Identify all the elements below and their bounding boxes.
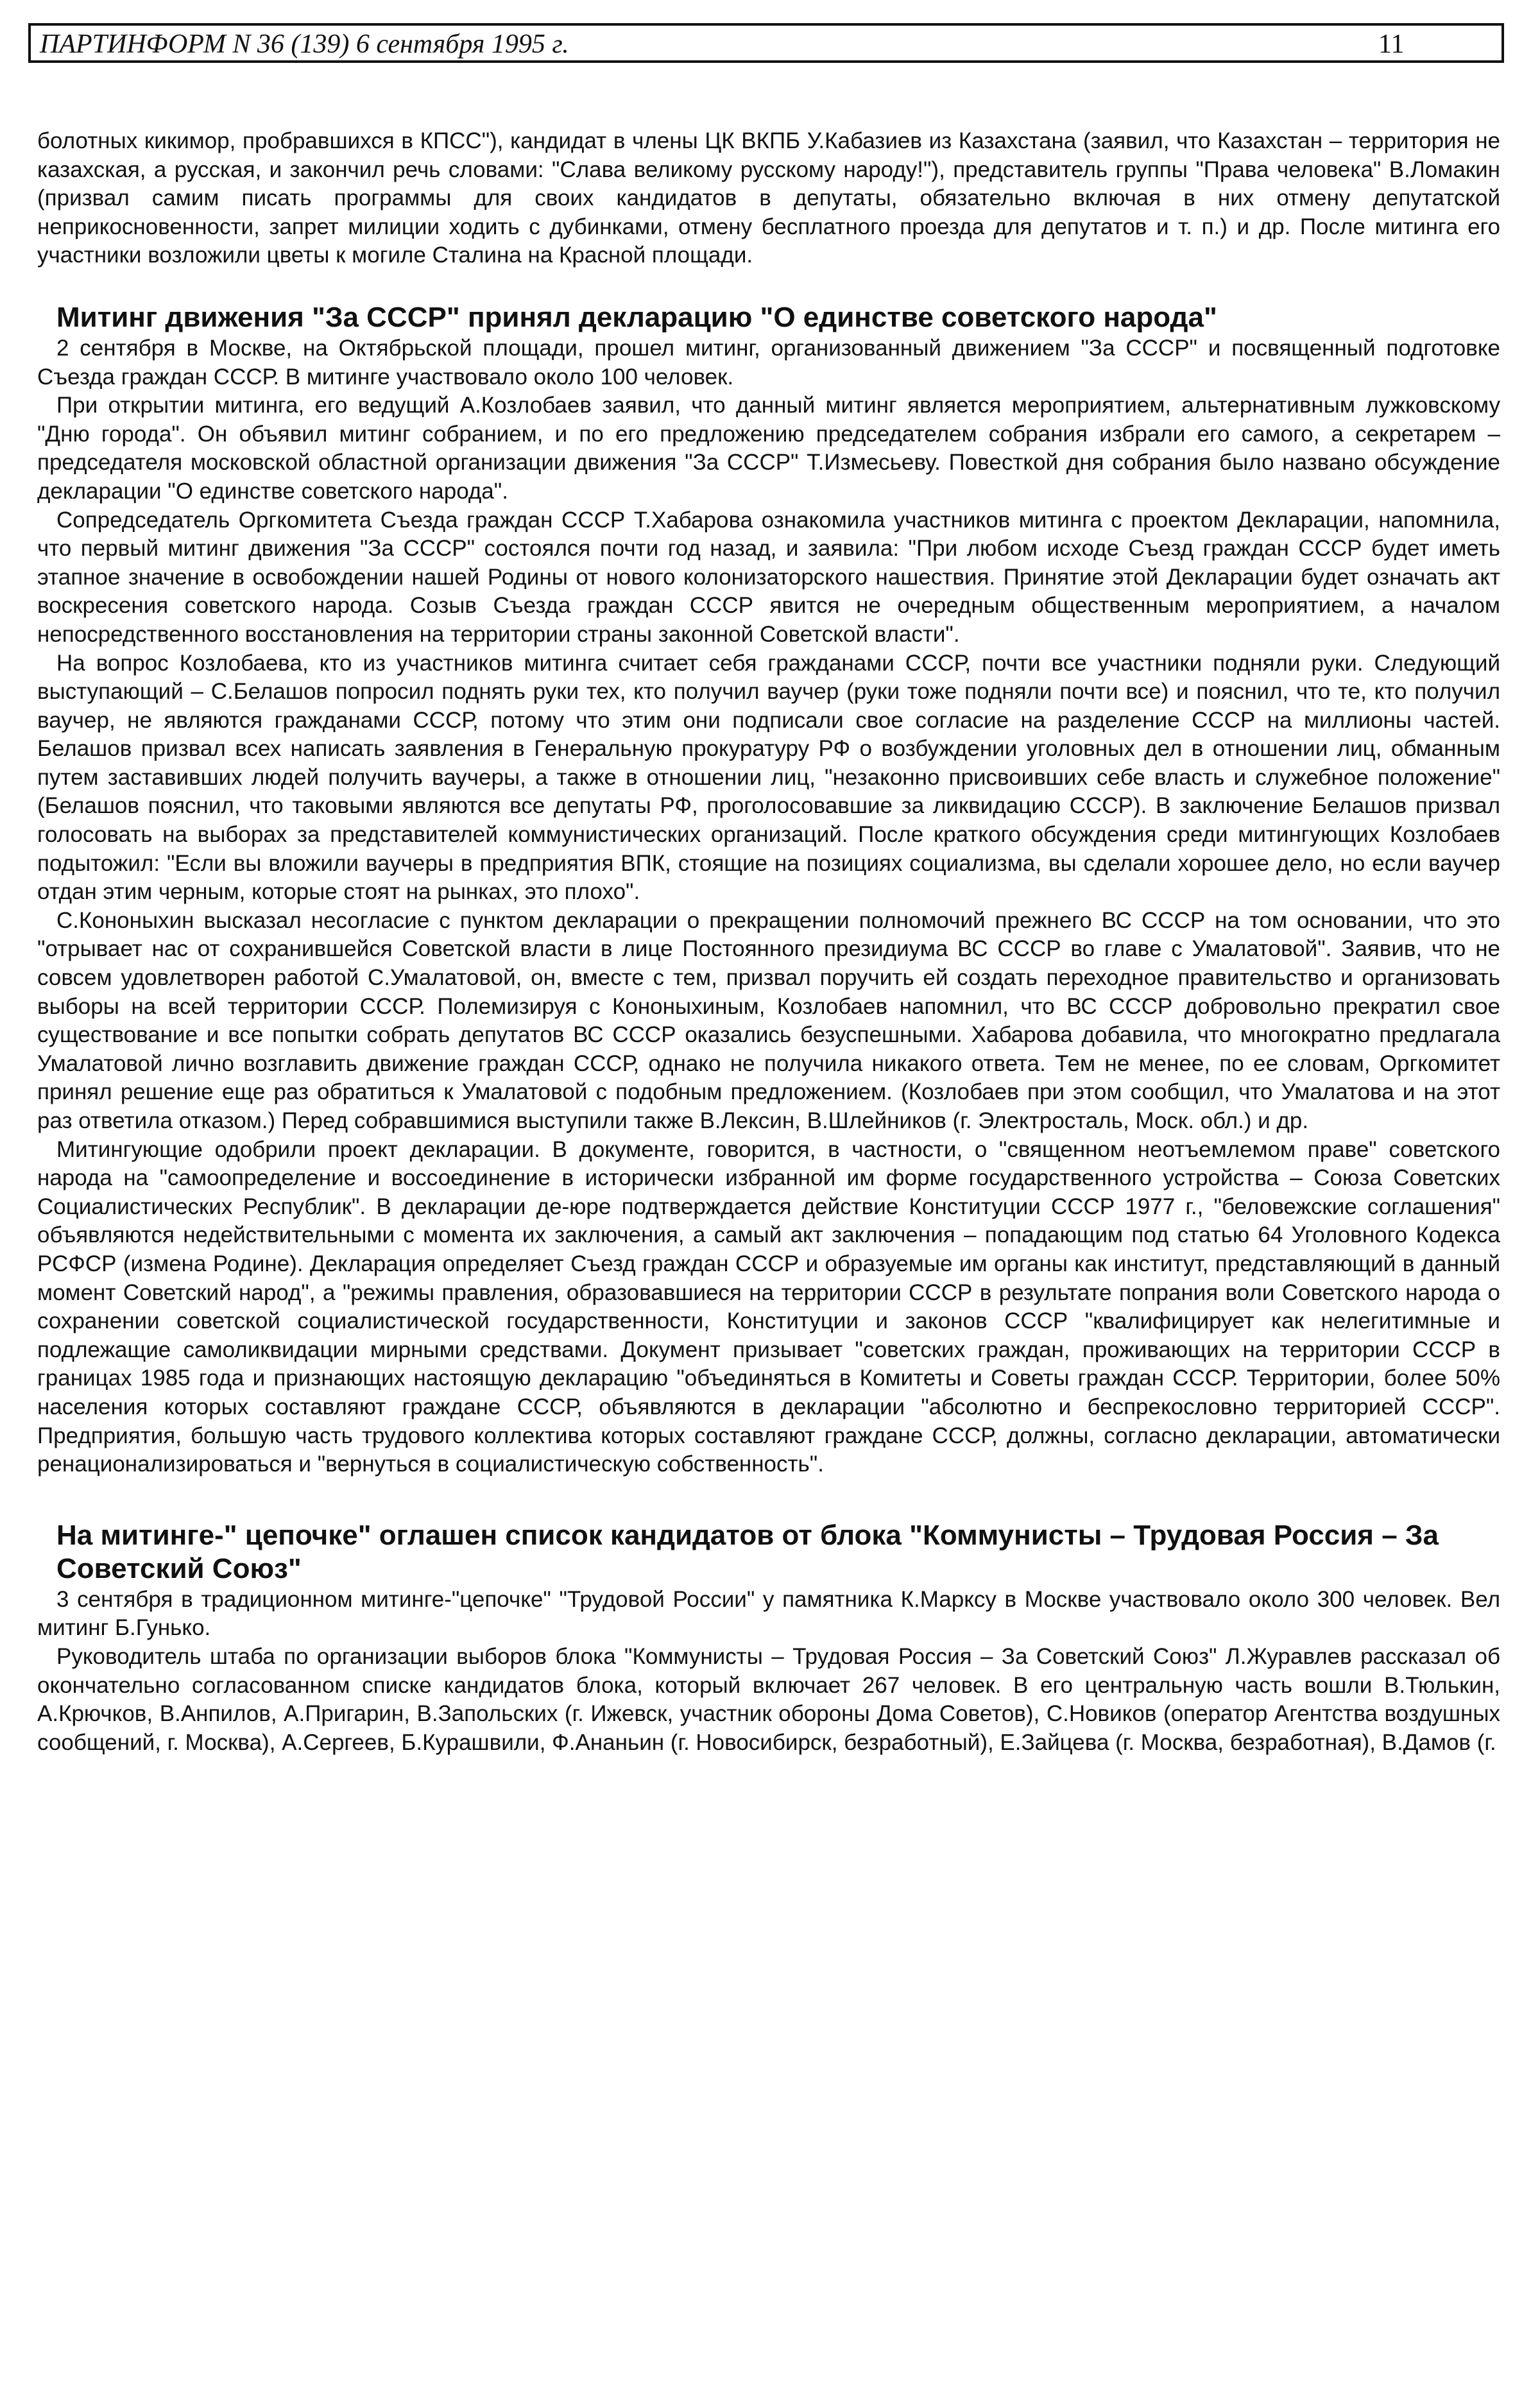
article-1-paragraph-2: При открытии митинга, его ведущий А.Козлобаев заявил, что данный митинг является мероприятием, альтернативным лужковскому "Дню города". Он объявил митинг собранием, и по его предложению председателем собрания избрали его самого, а секретарем – председателя московской областной организации движения "За СССР" Т.Измесьеву. Повесткой дня собрания было названо обсуждение декларации "О единстве советского народа". [37,393,1500,504]
article-body [37,127,1500,1757]
article-2-paragraph-2: Руководитель штаба по организации выборов блока "Коммунисты – Трудовая Россия – За Советский Союз" Л.Журавлев рассказал об окончательно согласованном списке кандидатов блока, который включает 267 человек. В его центральную часть вошли В.Тюлькин, А.Крючков, В.Анпилов, А.Пригарин, В.Запольских (г. Ижевск, участник обороны Дома Советов), С.Новиков (оператор Агентства воздушных сообщений, г. Москва), А.Сергеев, Б.Курашвили, Ф.Ананьин (г. Новосибирск, безработный), Е.Зайцева (г. Москва, безработная), В.Дамов (г. [37,1643,1500,1755]
article-1-paragraph-6: Митингующие одобрили проект декларации. В документе, говорится, в частности, о "священном неотъемлемом праве" советского народа на "самоопределение и воссоединение в исторически избранной им форме государственного устройства – Союза Советских Социалистических Республик". В декларации де-юре подтверждается действие Конституции СССР 1977 г., "беловежские соглашения" объявляются недействительными с момента их заключения, а самый акт заключения – попадающим под статью 64 Уголовного Кодекса РСФСР (измена Родине). Декларация определяет Съезд граждан СССР и образуемые им органы как институт, представляющий в данный момент Советский народ", а "режимы правления, образовавшиеся на территории СССР в результате попрания воли Советского народа о сохранении советской социалистической государственности, Конституции и законов СССР "квалифицирует как нелегитимные и подлежащие самоликвидации мирными средствами. Документ призывает "советских граждан, проживающих на территории СССР в границах 1985 года и признающих настоящую декларацию "объединяться в Комитеты и Советы граждан СССР. Территории, более 50% населения которых составляют граждане СССР, объявляются в декларации "абсолютно и беспрекословно территорией СССР". Предприятия, большую часть трудового коллектива которых составляют граждане СССР, должны, согласно декларации, автоматически ренационализироваться и "вернуться в социалистическую собственность". [37,1136,1500,1477]
article-1-paragraph-3: Сопредседатель Оргкомитета Съезда граждан СССР Т.Хабарова ознакомила участников митинга с проектом Декларации, напомнила, что первый митинг движения "За СССР" состоялся почти год назад, и заявила: "При любом исходе Съезд граждан СССР будет иметь этапное значение в освобождении нашей Родины от нового колонизаторского нашествия. Принятие этой Декларации будет означать акт воскресения советского народа. Созыв Съезда граждан СССР явится не очередным общественным мероприятием, а началом непосредственного восстановления на территории страны законной Советской власти". [37,507,1500,647]
article-1-paragraph-1: 2 сентября в Москве, на Октябрьской площади, прошел митинг, организованный движением "За СССР" и посвященный подготовке Съезда граждан СССР. В митинге участвовало около 100 человек. [37,335,1500,390]
article-1-headline: Митинг движения "За СССР" принял декларацию "О единстве советского народа" [56,301,1217,333]
publication-title: ПАРТИНФОРМ N 36 (139) 6 сентября 1995 г. [40,30,569,59]
article-1-paragraph-4: На вопрос Козлобаева, кто из участников митинга считает себя гражданами СССР, почти все участники подняли руки. Следующий выступающий – С.Белашов попросил поднять руки тех, кто получил ваучер (руки тоже подняли почти все) и пояснил, что те, кто получил ваучер, не являются гражданами СССР, потому что этим они подписали свое согласие на разделение СССР на миллионы частей. Белашов призвал всех написать заявления в Генеральную прокуратуру РФ о возбуждении уголовных дел в отношении лиц, обманным путем заставивших людей получить ваучеры, а также в отношении лиц, "незаконно присвоивших себе власть и служебное положение" (Белашов пояснил, что таковыми являются все депутаты РФ, проголосовавшие за ликвидацию СССР). В заключение Белашов призвал голосовать на выборах за представителей коммунистических организаций. После краткого обсуждения среди митингующих Козлобаев подытожил: "Если вы вложили ваучеры в предприятия ВПК, стоящие на позициях социализма, вы сделали хорошее дело, но если ваучер отдан этим черным, которые стоят на рынках, это плохо". [37,650,1500,905]
article-2-paragraph-1: 3 сентября в традиционном митинге-"цепочке" "Трудовой России" у памятника К.Марксу в Москве участвовало около 300 человек. Вел митинг Б.Гунько. [37,1586,1500,1641]
page-header [28,23,1504,63]
article-1-paragraph-5: С.Кононыхин высказал несогласие с пунктом декларации о прекращении полномочий прежнего ВС СССР на том основании, что это "отрывает нас от сохранившейся Советской власти в лице Постоянного президиума ВС СССР во главе с Умалатовой". Заявив, что не совсем удовлетворен работой С.Умалатовой, он, вместе с тем, призвал поручить ей создать переходное правительство и организовать выборы на всей территории СССР. Полемизируя с Кононыхиным, Козлобаев напомнил, что ВС СССР добровольно прекратил свое существование и все попытки собрать депутатов ВС СССР оказались безуспешными. Хабарова добавила, что многократно предлагала Умалатовой лично возглавить движение граждан СССР, однако не получила никакого ответа. Тем не менее, по ее словам, Оргкомитет принял решение еще раз обратиться к Умалатовой с подобным предложением. (Козлобаев при этом сообщил, что Умалатова и на этот раз ответила отказом.) Перед собравшимися выступили также В.Лексин, В.Шлейников (г. Электросталь, Моск. обл.) и др. [37,907,1500,1133]
page-number: 11 [1378,30,1405,59]
article-2-headline: На митинге-" цепочке" оглашен список кандидатов от блока "Коммунисты – Трудовая Россия – За Советский Союз" [56,1519,1439,1584]
intro-paragraph: болотных кикимор, пробравшихся в КПСС"), кандидат в члены ЦК ВКПБ У.Кабазиев из Казахстана (заявил, что Казахстан – территория не казахская, а русская, и закончил речь словами: "Слава великому русскому народу!"), представитель группы "Права человека" В.Ломакин (призвал самим писать программы для своих кандидатов в депутаты, обязательно включая в них отмену депутатской неприкосновенности, запрет милиции ходить с дубинками, отмену бесплатного проезда для депутатов и т. п.) и др. После митинга его участники возложили цветы к могиле Сталина на Красной площади. [37,128,1500,268]
